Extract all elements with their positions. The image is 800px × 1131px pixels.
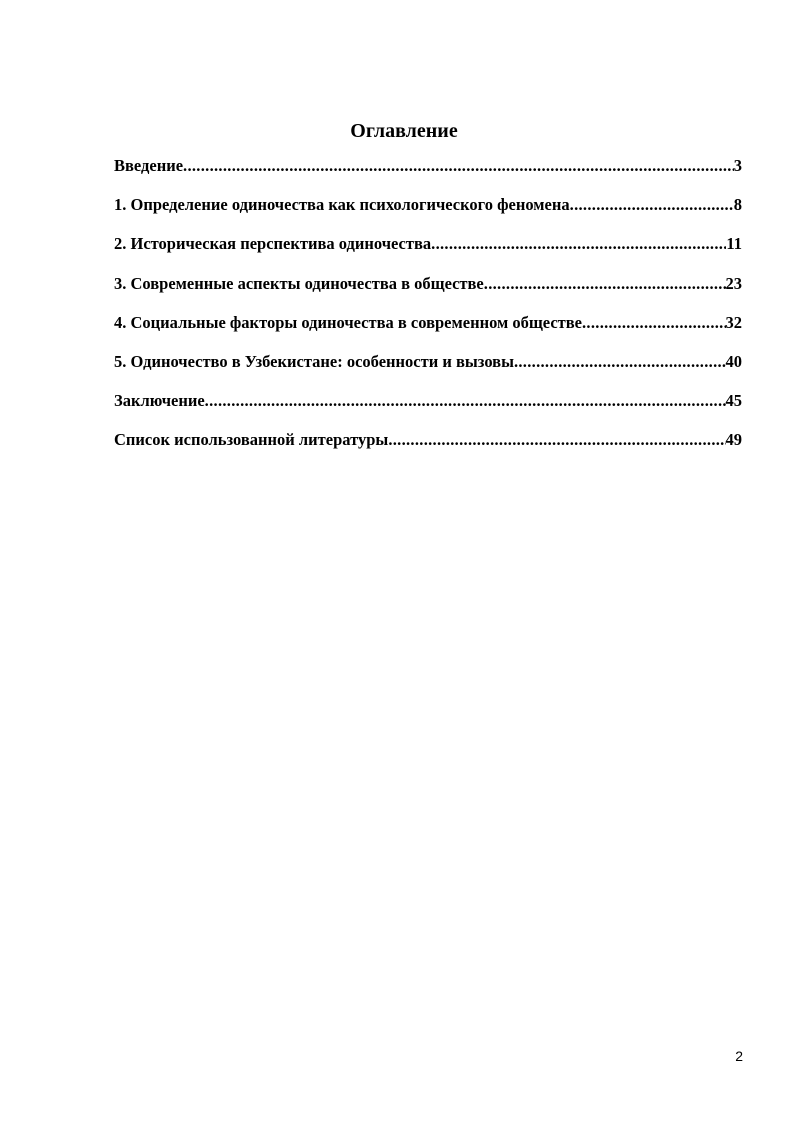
toc-title: Оглавление bbox=[350, 120, 458, 142]
toc-entry-page: 45 bbox=[725, 391, 742, 411]
toc-entry-chapter-5[interactable] bbox=[114, 350, 742, 389]
toc-dot-leader bbox=[388, 428, 725, 452]
toc-entry-label: 1. Определение одиночества как психологического феномена bbox=[114, 195, 570, 215]
toc-entry-chapter-4[interactable] bbox=[114, 311, 742, 350]
toc-entry-references[interactable] bbox=[114, 428, 742, 467]
toc-entry-page: 49 bbox=[725, 430, 742, 450]
toc-entry-chapter-2[interactable] bbox=[114, 232, 742, 271]
toc-entry-chapter-3[interactable] bbox=[114, 272, 742, 311]
page-number: 2 bbox=[735, 1048, 743, 1064]
toc-dot-leader bbox=[484, 272, 726, 296]
toc-dot-leader bbox=[205, 389, 726, 413]
toc-dot-leader bbox=[183, 154, 734, 178]
toc-entry-label: 5. Одиночество в Узбекистане: особенности и вызовы bbox=[114, 351, 514, 371]
toc-entry-label: Введение bbox=[114, 156, 184, 175]
toc-dot-leader bbox=[514, 350, 726, 374]
toc-entry-conclusion[interactable] bbox=[114, 389, 742, 428]
toc-entry-page: 11 bbox=[726, 234, 742, 254]
toc-entry-label: 2. Историческая перспектива одиночества bbox=[114, 234, 432, 254]
toc-entry-page: 40 bbox=[725, 351, 742, 371]
toc-entry-chapter-1[interactable] bbox=[114, 193, 742, 232]
toc-dot-leader bbox=[431, 232, 726, 256]
toc-entry-page: 23 bbox=[725, 273, 742, 293]
toc-entry-page: 3 bbox=[733, 156, 742, 175]
toc-entry-label: 4. Социальные факторы одиночества в современном обществе bbox=[114, 312, 582, 332]
toc-entry-page: 32 bbox=[725, 312, 742, 332]
toc-dot-leader bbox=[582, 311, 726, 335]
toc-entry-label: Список использованной литературы bbox=[114, 430, 389, 450]
toc-entry-introduction[interactable] bbox=[114, 154, 742, 193]
toc-entry-label: 3. Современные аспекты одиночества в обществе bbox=[114, 273, 484, 293]
toc-entry-label: Заключение bbox=[114, 391, 205, 411]
toc-dot-leader bbox=[570, 193, 734, 217]
table-of-contents bbox=[114, 154, 742, 468]
toc-entry-page: 8 bbox=[733, 195, 742, 215]
